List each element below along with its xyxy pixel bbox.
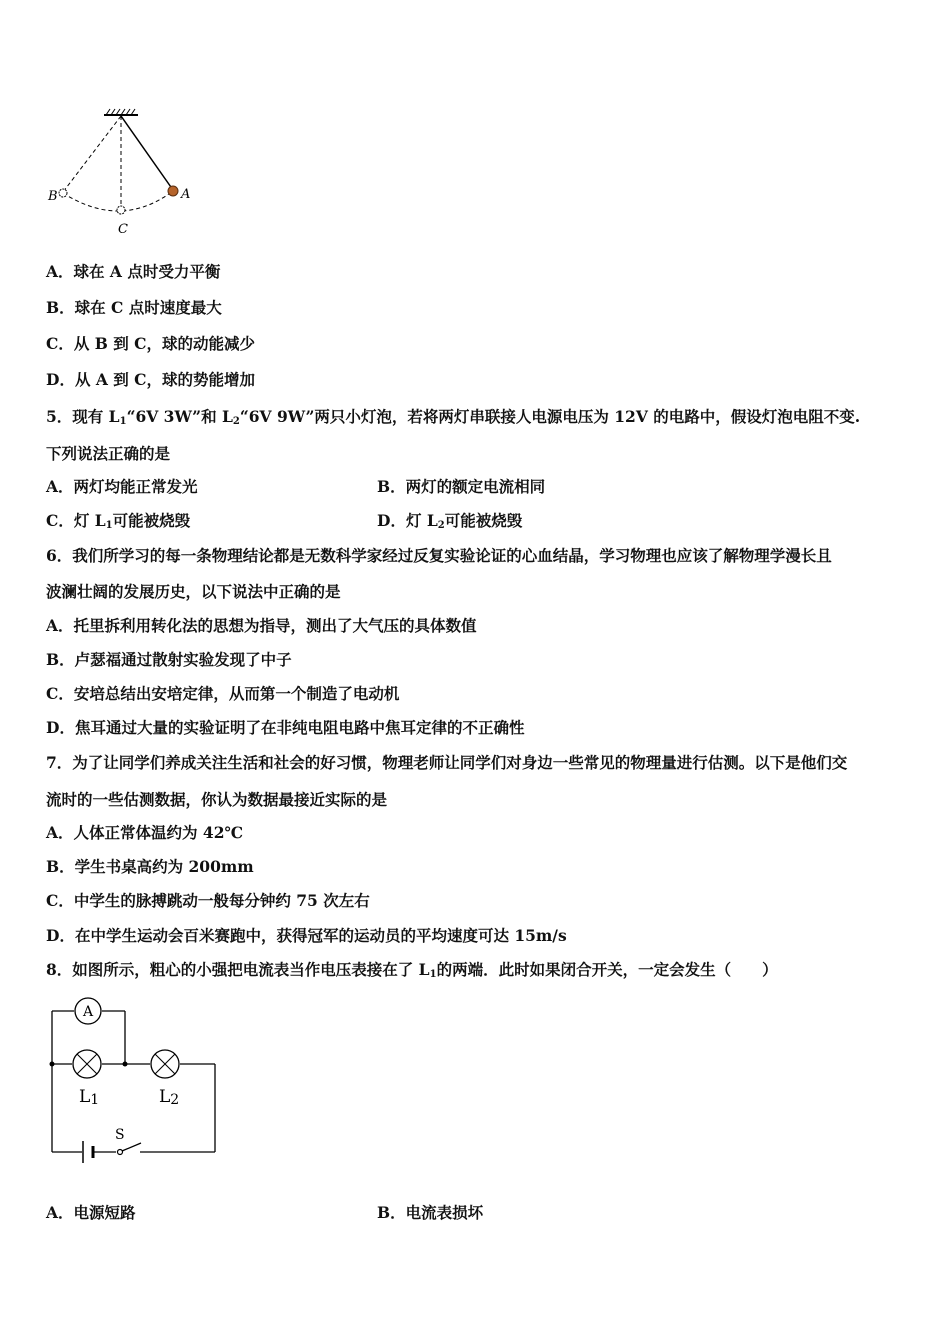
junction-dot xyxy=(123,1062,128,1067)
lamp-l1-label: L1 xyxy=(79,1087,100,1108)
ammeter-label: A xyxy=(82,1004,94,1020)
q7-option-d: D．在中学生运动会百米赛跑中，获得冠军的运动员的平均速度可达 15m/s xyxy=(46,926,567,945)
q7-option-c: C．中学生的脉搏跳动一般每分钟约 75 次左右 xyxy=(46,891,370,910)
q5-option-b: B．两灯的额定电流相同 xyxy=(377,477,546,496)
q7-option-b: B．学生书桌高约为 200mm xyxy=(46,857,254,876)
q6-option-a: A．托里拆利用转化法的思想为指导，测出了大气压的具体数值 xyxy=(46,616,477,635)
pendulum-figure xyxy=(40,105,210,245)
lamp-l2-label: L2 xyxy=(159,1087,180,1108)
q6-stem-line2: 波澜壮阔的发展历史，以下说法中正确的是 xyxy=(46,582,341,601)
q5-option-a: A．两灯均能正常发光 xyxy=(46,477,198,496)
q5-stem-line2: 下列说法正确的是 xyxy=(46,444,171,463)
pendulum-string-a xyxy=(121,116,173,190)
label-c: C xyxy=(118,222,128,237)
pendulum-string-b xyxy=(63,116,121,192)
q6-stem: 6．我们所学习的每一条物理结论都是无数科学家经过反复实验论证的心血结晶，学习物理也应该了解物理学漫长且 xyxy=(46,546,832,565)
switch-label: S xyxy=(115,1127,125,1143)
junction-dot xyxy=(50,1062,55,1067)
q8-option-a: A．电源短路 xyxy=(46,1203,136,1222)
q5-option-d: D．灯 $L_2$可能被烧毁 xyxy=(377,511,523,531)
q6-option-d: D．焦耳通过大量的实验证明了在非纯电阻电路中焦耳定律的不正确性 xyxy=(46,718,525,737)
q7-stem-line2: 流时的一些估测数据，你认为数据最接近实际的是 xyxy=(46,790,388,809)
q7-option-a: A．人体正常体温约为 42℃ xyxy=(46,823,244,842)
q8-option-b: B．电流表损坏 xyxy=(377,1203,484,1222)
q5-stem: 5．现有 $L_1“6V$ 3W”和 $L_2“6V$ 9W”两只小灯泡，若将两灯串联接人电源电压为 12V 的电路中，假设灯泡电阻不变. xyxy=(46,407,861,427)
q6-option-b: B．卢瑟福通过散射实验发现了中子 xyxy=(46,650,292,669)
label-b: B xyxy=(48,189,58,204)
lamp-l2 xyxy=(151,1050,179,1078)
q8-stem: 8．如图所示，粗心的小强把电流表当作电压表接在了 $L_1$的两端．此时如果闭合开关，一定会发生（ ） xyxy=(46,960,778,980)
q4-option-b: B．球在 C 点时速度最大 xyxy=(46,298,222,317)
ball-a xyxy=(168,186,178,196)
switch xyxy=(118,1143,142,1155)
ball-c xyxy=(117,206,125,214)
q4-option-c: C．从 B 到 C，球的动能减少 xyxy=(46,334,255,353)
q5-option-c: C．灯 $L_1$可能被烧毁 xyxy=(46,511,191,531)
ceiling-support xyxy=(104,109,138,115)
label-a: A xyxy=(181,187,191,202)
ball-b xyxy=(59,189,67,197)
q6-option-c: C．安培总结出安培定律，从而第一个制造了电动机 xyxy=(46,684,400,703)
circuit-figure xyxy=(44,993,224,1168)
q7-stem: 7．为了让同学们养成关注生活和社会的好习惯，物理老师让同学们对身边一些常见的物理量进行估测。以下是他们交 xyxy=(46,753,848,772)
q4-option-d: D．从 A 到 C，球的势能增加 xyxy=(46,370,255,389)
battery xyxy=(83,1141,93,1163)
ammeter xyxy=(75,998,101,1024)
lamp-l1 xyxy=(73,1050,101,1078)
q4-option-a: A．球在 A 点时受力平衡 xyxy=(46,262,221,281)
